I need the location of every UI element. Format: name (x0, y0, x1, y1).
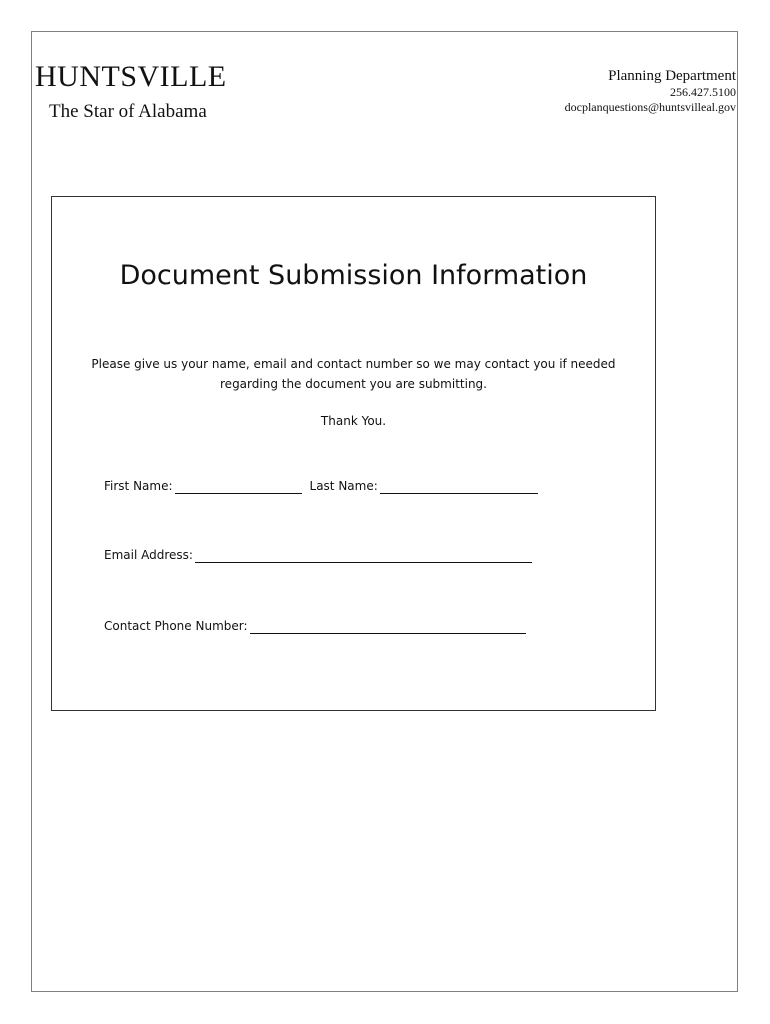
phone-field[interactable] (250, 619, 526, 634)
first-name-field[interactable] (175, 479, 302, 494)
name-row (104, 478, 538, 494)
submission-form-box (51, 196, 656, 711)
city-title: HUNTSVILLE (35, 60, 227, 93)
email-label: Email Address: (104, 548, 193, 562)
last-name-field[interactable] (380, 479, 538, 494)
form-heading: Document Submission Information (119, 260, 588, 291)
first-name-label: First Name: (104, 479, 173, 493)
department-phone: 256.427.5100 (670, 85, 736, 99)
department-name: Planning Department (608, 68, 736, 84)
email-field[interactable] (195, 548, 532, 563)
phone-label: Contact Phone Number: (104, 619, 248, 633)
contact-block (565, 67, 736, 115)
form-thanks-text: Thank You. (320, 414, 387, 428)
email-row (104, 547, 532, 563)
department-email: docplanquestions@huntsvilleal.gov (564, 100, 736, 114)
city-tagline: The Star of Alabama (49, 101, 207, 122)
form-intro-text: Please give us your name, email and contact number so we may contact you if needed regarding the document you are submitting. (91, 357, 616, 391)
last-name-label: Last Name: (309, 479, 378, 493)
phone-row (104, 618, 526, 634)
